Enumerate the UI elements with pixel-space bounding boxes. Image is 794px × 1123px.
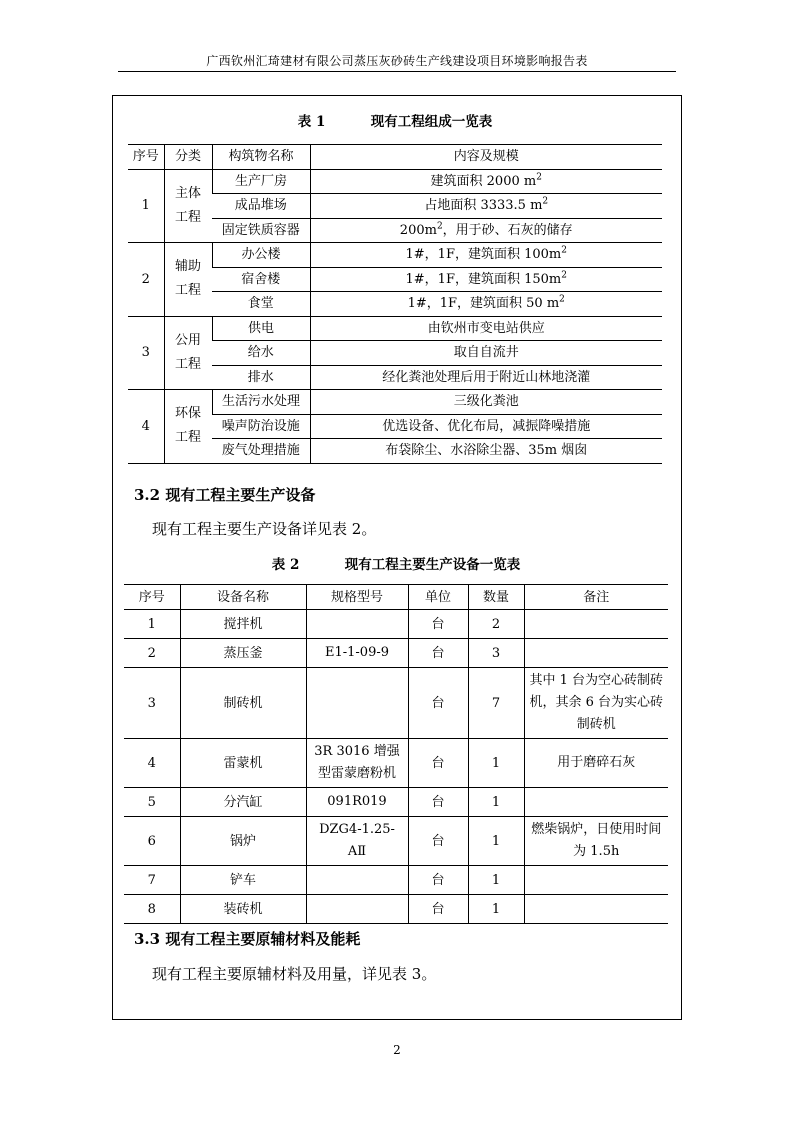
table2-cell (306, 866, 408, 895)
table1-header-cell: 内容及规模 (310, 145, 662, 170)
table1-structure-name: 排水 (212, 365, 310, 390)
table2-header-cell: 单位 (408, 585, 468, 610)
page-header: 广西钦州汇琦建材有限公司蒸压灰砂砖生产线建设项目环境影响报告表 (206, 54, 588, 68)
table2-cell: 3R 3016 增强型雷蒙磨粉机 (306, 739, 408, 788)
table2-cell: 台 (408, 866, 468, 895)
table2-header-cell: 规格型号 (306, 585, 408, 610)
table1-content-cell (310, 243, 662, 268)
table1-content-cell (310, 267, 662, 292)
table2-cell: 台 (408, 739, 468, 788)
table1-content-text: 占地面积 3333.5 m (424, 198, 543, 214)
equipment-table (124, 584, 668, 924)
table2-cell: 台 (408, 668, 468, 739)
table2-cell: 8 (124, 895, 180, 924)
table2-cell: 蒸压釜 (180, 639, 306, 668)
table1-content-superscript: 2 (559, 294, 565, 305)
table1-group-category: 环保 工程 (164, 390, 212, 464)
table2-cell: 台 (408, 788, 468, 817)
table2-cell: 2 (124, 639, 180, 668)
table2-cell: 装砖机 (180, 895, 306, 924)
table1-header-cell: 构筑物名称 (212, 145, 310, 170)
table2-caption (124, 553, 668, 573)
table2-cell: 台 (408, 895, 468, 924)
table2-header-cell: 序号 (124, 585, 180, 610)
table1-group-category: 主体 工程 (164, 169, 212, 243)
table1-group-number: 4 (128, 390, 164, 464)
table2-cell: 雷蒙机 (180, 739, 306, 788)
table1-content-text: 优选设备、优化布局，减振降噪措施 (382, 418, 591, 434)
table2-cell: 1 (124, 610, 180, 639)
table2-cell (306, 895, 408, 924)
table1-structure-name: 成品堆场 (212, 194, 310, 219)
table2-cell: 7 (468, 668, 524, 739)
table2-cell: 台 (408, 817, 468, 866)
table1-structure-name: 给水 (212, 341, 310, 366)
table1-row (128, 316, 662, 341)
table1-content-cell (310, 218, 662, 243)
table2-cell: 3 (468, 639, 524, 668)
table2-cell: 分汽缸 (180, 788, 306, 817)
section-3-3-paragraph: 现有工程主要原辅材料及用量，详见表 3。 (152, 965, 437, 983)
table2-cell: 燃柴锅炉，日使用时间为 1.5h (524, 817, 668, 866)
table2-row (124, 639, 668, 668)
table1-content-superscript: 2 (542, 196, 549, 207)
table1-header-row (128, 145, 662, 170)
table2-cell: 制砖机 (180, 668, 306, 739)
table2-cell (524, 788, 668, 817)
table1-structure-name: 供电 (212, 316, 310, 341)
table1-caption-number: 表 1 (297, 114, 326, 130)
table2-cell: 4 (124, 739, 180, 788)
table2-header-row (124, 585, 668, 610)
table1-structure-name: 食堂 (212, 292, 310, 317)
table2-cell: 1 (468, 739, 524, 788)
table1-content-text: 1#，1F，建筑面积 50 m (407, 296, 560, 312)
section-3-2-heading: 3.2 现有工程主要生产设备 (134, 486, 316, 504)
table2-cell: 1 (468, 817, 524, 866)
table1-content-cell (310, 414, 662, 439)
table1-content-text: 布袋除尘、水浴除尘器、35m 烟囱 (385, 443, 588, 459)
table2-row (124, 739, 668, 788)
table2-cell: E1-1-09-9 (306, 639, 408, 668)
table1-content-text: 取自自流井 (453, 345, 519, 361)
table2-row (124, 610, 668, 639)
table1-structure-name: 固定铁质容器 (212, 218, 310, 243)
table2-caption-number: 表 2 (271, 557, 300, 573)
table1-header-cell: 分类 (164, 145, 212, 170)
table1-content-cell (310, 292, 662, 317)
table2-row (124, 817, 668, 866)
table1-structure-name: 生活污水处理 (212, 390, 310, 415)
table2-cell (524, 895, 668, 924)
table1-group-number: 3 (128, 316, 164, 390)
table2-cell: 台 (408, 639, 468, 668)
table2-cell (524, 866, 668, 895)
table1-content-text: 1#，1F，建筑面积 150m (405, 271, 562, 287)
table1-structure-name: 宿舍楼 (212, 267, 310, 292)
table1-content-superscript: 2 (561, 270, 567, 281)
table1-caption-title: 现有工程组成一览表 (370, 114, 493, 130)
table1-content-superscript: 2 (561, 245, 567, 256)
section-3-2-paragraph: 现有工程主要生产设备详见表 2。 (152, 520, 377, 538)
table2-cell: 1 (468, 895, 524, 924)
table1-row (128, 243, 662, 268)
table1-structure-name: 废气处理措施 (212, 439, 310, 464)
table1-structure-name: 噪声防治设施 (212, 414, 310, 439)
table2-cell: DZG4-1.25-AⅡ (306, 817, 408, 866)
table1-content-text: 1#，1F，建筑面积 100m (405, 247, 562, 263)
table1-structure-name: 生产厂房 (212, 169, 310, 194)
table2-cell: 1 (468, 866, 524, 895)
table1-content-cell (310, 169, 662, 194)
table1-content-tail: ，用于砂、石灰的储存 (442, 222, 573, 238)
table2-header-cell: 数量 (468, 585, 524, 610)
table1-content-text: 200m (399, 222, 437, 238)
table2-cell: 091R019 (306, 788, 408, 817)
table1-content-text: 经化粪池处理后用于附近山林地浇灌 (382, 369, 591, 385)
page-number: 2 (393, 1043, 401, 1057)
table2-cell: 台 (408, 610, 468, 639)
table2-cell (524, 610, 668, 639)
table2-cell: 锅炉 (180, 817, 306, 866)
table2-cell: 铲车 (180, 866, 306, 895)
table2-cell: 搅拌机 (180, 610, 306, 639)
table1-header-cell: 序号 (128, 145, 164, 170)
table2-row (124, 895, 668, 924)
table2-caption-title: 现有工程主要生产设备一览表 (344, 557, 521, 573)
table2-header-cell: 备注 (524, 585, 668, 610)
table2-cell: 3 (124, 668, 180, 739)
table2-cell (306, 610, 408, 639)
table1-content-text: 三级化粪池 (453, 394, 519, 410)
table2-cell: 其中 1 台为空心砖制砖机，其余 6 台为实心砖制砖机 (524, 668, 668, 739)
table1-group-number: 2 (128, 243, 164, 317)
table1-content-cell (310, 316, 662, 341)
table1-group-number: 1 (128, 169, 164, 243)
table2-cell (524, 639, 668, 668)
table2-cell: 1 (468, 788, 524, 817)
table1-structure-name: 办公楼 (212, 243, 310, 268)
existing-works-table (128, 144, 662, 464)
table2-row (124, 788, 668, 817)
table1-content-cell (310, 365, 662, 390)
table2-cell: 7 (124, 866, 180, 895)
table2-cell: 6 (124, 817, 180, 866)
table2-row (124, 866, 668, 895)
table2-cell: 5 (124, 788, 180, 817)
table1-content-cell (310, 439, 662, 464)
table1-group-category: 公用 工程 (164, 316, 212, 390)
table1-group-category: 辅助 工程 (164, 243, 212, 317)
table1-content-superscript: 2 (436, 221, 443, 232)
table1-content-text: 建筑面积 2000 m (430, 173, 537, 189)
table1-caption (128, 110, 662, 130)
section-3-3-heading: 3.3 现有工程主要原辅材料及能耗 (134, 930, 361, 948)
table2-cell (306, 668, 408, 739)
table1-content-cell (310, 341, 662, 366)
table2-cell: 2 (468, 610, 524, 639)
table2-row (124, 668, 668, 739)
header-rule (118, 71, 676, 72)
table1-row (128, 390, 662, 415)
table2-cell: 用于磨碎石灰 (524, 739, 668, 788)
table2-header-cell: 设备名称 (180, 585, 306, 610)
table1-content-superscript: 2 (536, 172, 542, 183)
table1-content-cell (310, 390, 662, 415)
table1-row (128, 169, 662, 194)
table1-content-cell (310, 194, 662, 219)
table1-content-text: 由钦州市变电站供应 (427, 320, 545, 336)
